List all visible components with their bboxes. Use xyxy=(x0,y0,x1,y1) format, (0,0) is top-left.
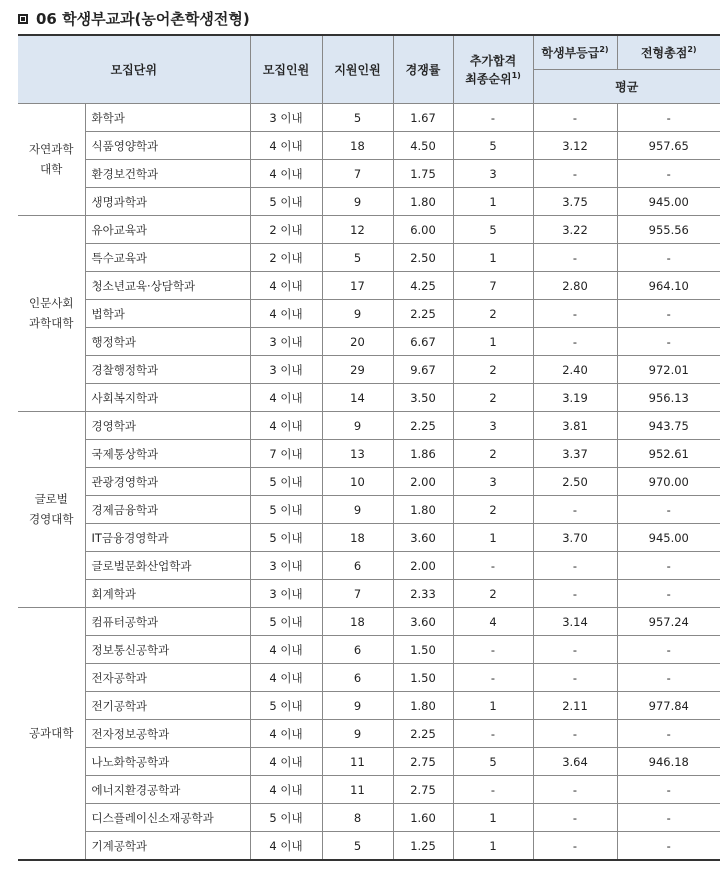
applicants-cell: 5 xyxy=(322,104,393,132)
score-avg-cell: - xyxy=(617,496,720,524)
table-row xyxy=(18,188,720,216)
ratio-cell: 1.80 xyxy=(393,496,453,524)
admission-results-table xyxy=(18,34,720,861)
score-avg-cell: 945.00 xyxy=(617,188,720,216)
table-row xyxy=(18,132,720,160)
grade-avg-cell: - xyxy=(533,664,617,692)
grade-avg-cell: 2.80 xyxy=(533,272,617,300)
department-cell: 경영학과 xyxy=(85,412,250,440)
applicants-cell: 11 xyxy=(322,776,393,804)
score-avg-cell: 943.75 xyxy=(617,412,720,440)
extra-rank-cell: 7 xyxy=(453,272,533,300)
quota-cell: 5 이내 xyxy=(250,608,322,636)
department-cell: 유아교육과 xyxy=(85,216,250,244)
department-cell: 청소년교육·상담학과 xyxy=(85,272,250,300)
applicants-cell: 18 xyxy=(322,524,393,552)
quota-cell: 5 이내 xyxy=(250,468,322,496)
table-row xyxy=(18,692,720,720)
quota-cell: 3 이내 xyxy=(250,328,322,356)
quota-cell: 2 이내 xyxy=(250,244,322,272)
score-avg-cell: 970.00 xyxy=(617,468,720,496)
quota-cell: 4 이내 xyxy=(250,776,322,804)
ratio-cell: 2.75 xyxy=(393,776,453,804)
score-avg-cell: 957.65 xyxy=(617,132,720,160)
quota-cell: 4 이내 xyxy=(250,412,322,440)
extra-rank-cell: 5 xyxy=(453,132,533,160)
score-avg-cell: 977.84 xyxy=(617,692,720,720)
grade-avg-cell: - xyxy=(533,720,617,748)
grade-avg-cell: 2.40 xyxy=(533,356,617,384)
department-cell: 나노화학공학과 xyxy=(85,748,250,776)
ratio-cell: 1.25 xyxy=(393,832,453,861)
ratio-cell: 2.75 xyxy=(393,748,453,776)
ratio-cell: 3.60 xyxy=(393,524,453,552)
quota-cell: 4 이내 xyxy=(250,636,322,664)
applicants-cell: 18 xyxy=(322,608,393,636)
quota-cell: 4 이내 xyxy=(250,384,322,412)
table-row xyxy=(18,580,720,608)
ratio-cell: 1.60 xyxy=(393,804,453,832)
table-row xyxy=(18,300,720,328)
square-bullet-icon xyxy=(18,14,28,24)
applicants-cell: 6 xyxy=(322,552,393,580)
department-cell: 생명과학과 xyxy=(85,188,250,216)
applicants-cell: 9 xyxy=(322,496,393,524)
extra-rank-cell: 3 xyxy=(453,160,533,188)
quota-cell: 5 이내 xyxy=(250,692,322,720)
extra-rank-cell: 5 xyxy=(453,216,533,244)
quota-cell: 5 이내 xyxy=(250,804,322,832)
grade-avg-cell: 3.14 xyxy=(533,608,617,636)
quota-cell: 4 이내 xyxy=(250,832,322,861)
ratio-cell: 2.00 xyxy=(393,552,453,580)
department-cell: 전자정보공학과 xyxy=(85,720,250,748)
table-row xyxy=(18,552,720,580)
extra-rank-cell: 1 xyxy=(453,832,533,861)
grade-avg-cell: - xyxy=(533,552,617,580)
department-cell: 행정학과 xyxy=(85,328,250,356)
table-row xyxy=(18,776,720,804)
college-name: 자연과학 대학 xyxy=(18,104,85,216)
footnote-2: 2) xyxy=(599,45,609,54)
grade-avg-cell: 3.22 xyxy=(533,216,617,244)
department-cell: 전기공학과 xyxy=(85,692,250,720)
ratio-cell: 4.50 xyxy=(393,132,453,160)
college-name: 인문사회 과학대학 xyxy=(18,216,85,412)
applicants-cell: 20 xyxy=(322,328,393,356)
table-row xyxy=(18,272,720,300)
department-cell: 정보통신공학과 xyxy=(85,636,250,664)
ratio-cell: 1.80 xyxy=(393,188,453,216)
department-cell: 기계공학과 xyxy=(85,832,250,861)
applicants-cell: 6 xyxy=(322,636,393,664)
applicants-cell: 9 xyxy=(322,300,393,328)
department-cell: 디스플레이신소재공학과 xyxy=(85,804,250,832)
extra-rank-cell: - xyxy=(453,104,533,132)
grade-avg-cell: - xyxy=(533,496,617,524)
ratio-cell: 3.60 xyxy=(393,608,453,636)
score-avg-cell: - xyxy=(617,580,720,608)
grade-avg-cell: 3.19 xyxy=(533,384,617,412)
table-row xyxy=(18,832,720,861)
department-cell: 에너지환경공학과 xyxy=(85,776,250,804)
ratio-cell: 2.50 xyxy=(393,244,453,272)
header-unit: 모집단위 xyxy=(18,35,250,104)
grade-avg-cell: - xyxy=(533,244,617,272)
header-extra-text: 추가합격 최종순위 xyxy=(465,53,517,86)
grade-avg-cell: 3.37 xyxy=(533,440,617,468)
score-avg-cell: - xyxy=(617,300,720,328)
ratio-cell: 2.00 xyxy=(393,468,453,496)
ratio-cell: 1.80 xyxy=(393,692,453,720)
applicants-cell: 7 xyxy=(322,160,393,188)
ratio-cell: 1.67 xyxy=(393,104,453,132)
score-avg-cell: 945.00 xyxy=(617,524,720,552)
applicants-cell: 13 xyxy=(322,440,393,468)
score-avg-cell: 952.61 xyxy=(617,440,720,468)
score-avg-cell: - xyxy=(617,664,720,692)
extra-rank-cell: 2 xyxy=(453,496,533,524)
table-row xyxy=(18,804,720,832)
extra-rank-cell: 1 xyxy=(453,804,533,832)
ratio-cell: 2.33 xyxy=(393,580,453,608)
applicants-cell: 14 xyxy=(322,384,393,412)
extra-rank-cell: 2 xyxy=(453,384,533,412)
department-cell: 국제통상학과 xyxy=(85,440,250,468)
applicants-cell: 5 xyxy=(322,832,393,861)
table-row xyxy=(18,384,720,412)
department-cell: IT금융경영학과 xyxy=(85,524,250,552)
extra-rank-cell: - xyxy=(453,636,533,664)
footnote-1: 1) xyxy=(511,70,521,80)
grade-avg-cell: - xyxy=(533,776,617,804)
score-avg-cell: - xyxy=(617,160,720,188)
table-row xyxy=(18,412,720,440)
header-grade-text: 학생부등급 xyxy=(541,46,600,60)
extra-rank-cell: - xyxy=(453,776,533,804)
applicants-cell: 9 xyxy=(322,188,393,216)
grade-avg-cell: - xyxy=(533,636,617,664)
grade-avg-cell: - xyxy=(533,160,617,188)
quota-cell: 3 이내 xyxy=(250,552,322,580)
department-cell: 식품영양학과 xyxy=(85,132,250,160)
table-row xyxy=(18,496,720,524)
header-average: 평균 xyxy=(533,70,720,104)
score-avg-cell: - xyxy=(617,104,720,132)
department-cell: 관광경영학과 xyxy=(85,468,250,496)
applicants-cell: 8 xyxy=(322,804,393,832)
header-grade xyxy=(533,35,617,70)
section-title-text: 06 학생부교과(농어촌학생전형) xyxy=(36,10,250,28)
score-avg-cell: - xyxy=(617,804,720,832)
ratio-cell: 2.25 xyxy=(393,720,453,748)
quota-cell: 4 이내 xyxy=(250,748,322,776)
header-score-text: 전형총점 xyxy=(640,46,688,60)
applicants-cell: 9 xyxy=(322,412,393,440)
score-avg-cell: - xyxy=(617,244,720,272)
quota-cell: 4 이내 xyxy=(250,132,322,160)
table-row xyxy=(18,524,720,552)
department-cell: 컴퓨터공학과 xyxy=(85,608,250,636)
score-avg-cell: 956.13 xyxy=(617,384,720,412)
score-avg-cell: - xyxy=(617,328,720,356)
table-row xyxy=(18,440,720,468)
grade-avg-cell: 2.50 xyxy=(533,468,617,496)
quota-cell: 3 이내 xyxy=(250,580,322,608)
extra-rank-cell: 2 xyxy=(453,440,533,468)
extra-rank-cell: 1 xyxy=(453,692,533,720)
applicants-cell: 10 xyxy=(322,468,393,496)
ratio-cell: 6.00 xyxy=(393,216,453,244)
score-avg-cell: - xyxy=(617,720,720,748)
header-ratio: 경쟁률 xyxy=(393,35,453,104)
applicants-cell: 9 xyxy=(322,692,393,720)
footnote-2b: 2) xyxy=(687,45,697,54)
applicants-cell: 29 xyxy=(322,356,393,384)
score-avg-cell: 964.10 xyxy=(617,272,720,300)
extra-rank-cell: 3 xyxy=(453,468,533,496)
quota-cell: 4 이내 xyxy=(250,272,322,300)
department-cell: 전자공학과 xyxy=(85,664,250,692)
department-cell: 법학과 xyxy=(85,300,250,328)
ratio-cell: 1.50 xyxy=(393,636,453,664)
header-applicants: 지원인원 xyxy=(322,35,393,104)
quota-cell: 3 이내 xyxy=(250,104,322,132)
department-cell: 글로벌문화산업학과 xyxy=(85,552,250,580)
applicants-cell: 5 xyxy=(322,244,393,272)
quota-cell: 7 이내 xyxy=(250,440,322,468)
table-row xyxy=(18,720,720,748)
grade-avg-cell: - xyxy=(533,104,617,132)
quota-cell: 4 이내 xyxy=(250,664,322,692)
extra-rank-cell: 4 xyxy=(453,608,533,636)
table-row xyxy=(18,104,720,132)
department-cell: 경제금융학과 xyxy=(85,496,250,524)
department-cell: 환경보건학과 xyxy=(85,160,250,188)
department-cell: 사회복지학과 xyxy=(85,384,250,412)
quota-cell: 3 이내 xyxy=(250,356,322,384)
score-avg-cell: - xyxy=(617,552,720,580)
table-row xyxy=(18,636,720,664)
table-row xyxy=(18,748,720,776)
ratio-cell: 9.67 xyxy=(393,356,453,384)
extra-rank-cell: - xyxy=(453,552,533,580)
grade-avg-cell: 3.70 xyxy=(533,524,617,552)
applicants-cell: 9 xyxy=(322,720,393,748)
applicants-cell: 7 xyxy=(322,580,393,608)
grade-avg-cell: 2.11 xyxy=(533,692,617,720)
grade-avg-cell: - xyxy=(533,580,617,608)
table-row xyxy=(18,216,720,244)
table-row xyxy=(18,244,720,272)
quota-cell: 5 이내 xyxy=(250,496,322,524)
quota-cell: 2 이내 xyxy=(250,216,322,244)
department-cell: 화학과 xyxy=(85,104,250,132)
score-avg-cell: 972.01 xyxy=(617,356,720,384)
extra-rank-cell: - xyxy=(453,664,533,692)
grade-avg-cell: - xyxy=(533,804,617,832)
applicants-cell: 17 xyxy=(322,272,393,300)
extra-rank-cell: 2 xyxy=(453,300,533,328)
extra-rank-cell: 2 xyxy=(453,580,533,608)
quota-cell: 4 이내 xyxy=(250,160,322,188)
extra-rank-cell: 1 xyxy=(453,328,533,356)
ratio-cell: 3.50 xyxy=(393,384,453,412)
grade-avg-cell: 3.75 xyxy=(533,188,617,216)
quota-cell: 4 이내 xyxy=(250,300,322,328)
header-score xyxy=(617,35,720,70)
table-row xyxy=(18,356,720,384)
score-avg-cell: 957.24 xyxy=(617,608,720,636)
score-avg-cell: - xyxy=(617,636,720,664)
grade-avg-cell: 3.64 xyxy=(533,748,617,776)
quota-cell: 4 이내 xyxy=(250,720,322,748)
section-title xyxy=(18,8,250,29)
extra-rank-cell: 1 xyxy=(453,244,533,272)
applicants-cell: 18 xyxy=(322,132,393,160)
extra-rank-cell: - xyxy=(453,720,533,748)
grade-avg-cell: 3.12 xyxy=(533,132,617,160)
grade-avg-cell: 3.81 xyxy=(533,412,617,440)
ratio-cell: 1.50 xyxy=(393,664,453,692)
ratio-cell: 1.86 xyxy=(393,440,453,468)
extra-rank-cell: 5 xyxy=(453,748,533,776)
table-row xyxy=(18,608,720,636)
extra-rank-cell: 1 xyxy=(453,188,533,216)
table-row xyxy=(18,328,720,356)
table-row xyxy=(18,160,720,188)
department-cell: 경찰행정학과 xyxy=(85,356,250,384)
header-quota: 모집인원 xyxy=(250,35,322,104)
header-extra xyxy=(453,35,533,104)
applicants-cell: 6 xyxy=(322,664,393,692)
ratio-cell: 1.75 xyxy=(393,160,453,188)
extra-rank-cell: 3 xyxy=(453,412,533,440)
score-avg-cell: 955.56 xyxy=(617,216,720,244)
score-avg-cell: - xyxy=(617,776,720,804)
grade-avg-cell: - xyxy=(533,300,617,328)
quota-cell: 5 이내 xyxy=(250,188,322,216)
college-name: 공과대학 xyxy=(18,608,85,861)
grade-avg-cell: - xyxy=(533,832,617,861)
department-cell: 특수교육과 xyxy=(85,244,250,272)
ratio-cell: 2.25 xyxy=(393,300,453,328)
score-avg-cell: 946.18 xyxy=(617,748,720,776)
quota-cell: 5 이내 xyxy=(250,524,322,552)
applicants-cell: 12 xyxy=(322,216,393,244)
college-name: 글로벌 경영대학 xyxy=(18,412,85,608)
extra-rank-cell: 1 xyxy=(453,524,533,552)
grade-avg-cell: - xyxy=(533,328,617,356)
extra-rank-cell: 2 xyxy=(453,356,533,384)
applicants-cell: 11 xyxy=(322,748,393,776)
ratio-cell: 4.25 xyxy=(393,272,453,300)
table-row xyxy=(18,468,720,496)
department-cell: 회계학과 xyxy=(85,580,250,608)
ratio-cell: 6.67 xyxy=(393,328,453,356)
ratio-cell: 2.25 xyxy=(393,412,453,440)
score-avg-cell: - xyxy=(617,832,720,861)
table-row xyxy=(18,664,720,692)
